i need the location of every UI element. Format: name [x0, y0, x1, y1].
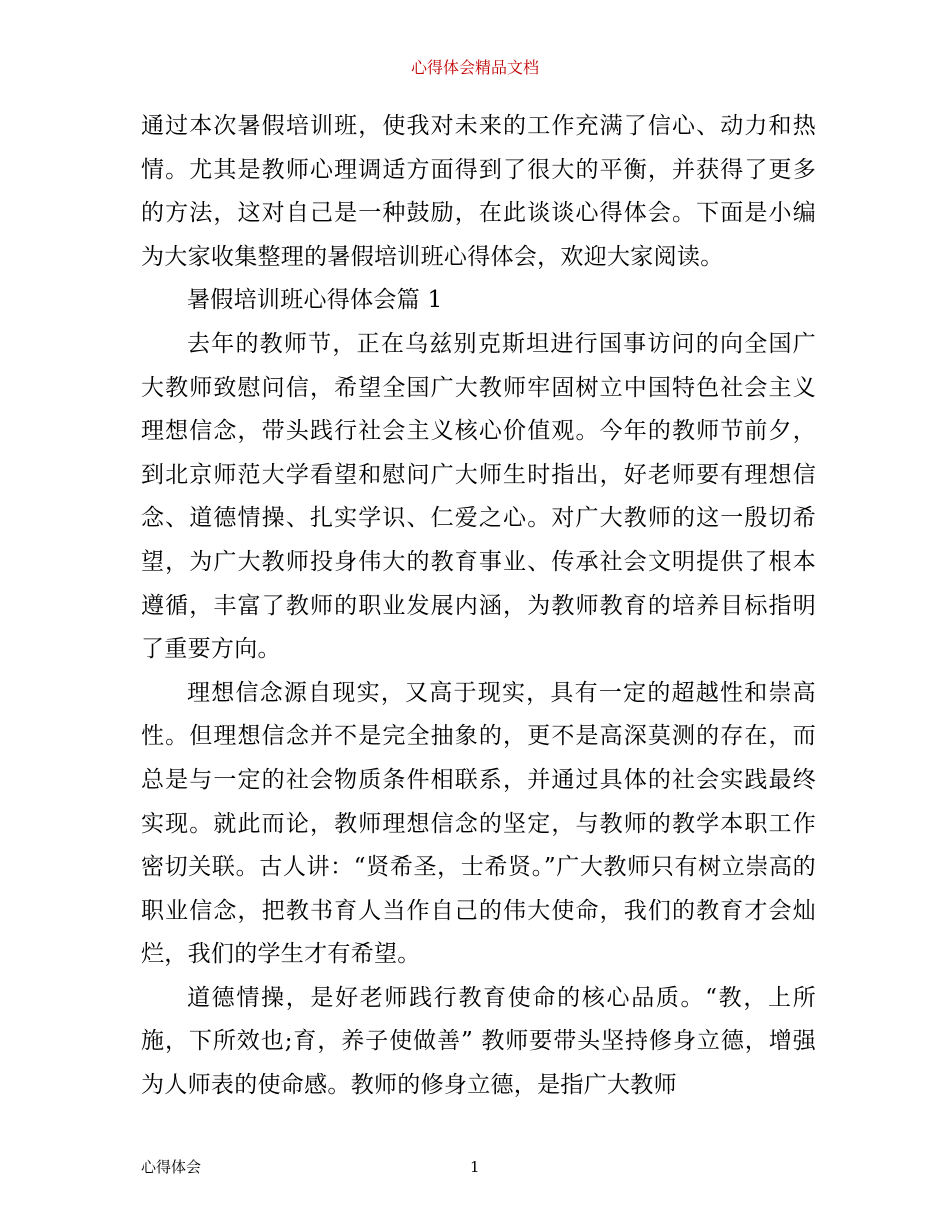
section-heading: 暑假培训班心得体会篇 1 [187, 287, 443, 314]
document-body [141, 105, 816, 1108]
page-header-title: 心得体会精品文档 [410, 58, 539, 77]
intro-paragraph: 通过本次暑假培训班，使我对未来的工作充满了信心、动力和热情。尤其是教师心理调适方面得到了很大的平衡，并获得了更多的方法，这对自己是一种鼓励，在此谈谈心得体会。下面是小编为大家收集整理的暑假培训班心得体会，欢迎大家阅读。 [141, 113, 816, 270]
body-paragraph-2: 理想信念源自现实，又高于现实，具有一定的超越性和崇高性。但理想信念并不是完全抽象的，更不是高深莫测的存在，而总是与一定的社会物质条件相联系，并通过具体的社会实践最终实现。就此而论，教师理想信念的坚定，与教师的教学本职工作密切关联。古人讲：“贤希圣，士希贤。”广大教师只有树立崇高的职业信念，把教书育人当作自己的伟大使命，我们的教育才会灿烂，我们的学生才有希望。 [141, 679, 816, 968]
body-paragraph-1: 去年的教师节，正在乌兹别克斯坦进行国事访问的向全国广大教师致慰问信，希望全国广大教师牢固树立中国特色社会主义理想信念，带头践行社会主义核心价值观。今年的教师节前夕，到北京师范大学看望和慰问广大师生时指出，好老师要有理想信念、道德情操、扎实学识、仁爱之心。对广大教师的这一殷切希望，为广大教师投身伟大的教育事业、传承社会文明提供了根本遵循，丰富了教师的职业发展内涵，为教师教育的培养目标指明了重要方向。 [141, 330, 816, 663]
footer-label: 心得体会 [141, 1158, 202, 1176]
body-paragraph-3: 道德情操，是好老师践行教育使命的核心品质。“教，上所施，下所效也;育，养子使做善” 教师要带头坚持修身立德，增强为人师表的使命感。教师的修身立德，是指广大教师 [141, 984, 816, 1099]
page-number: 1 [470, 1158, 480, 1176]
